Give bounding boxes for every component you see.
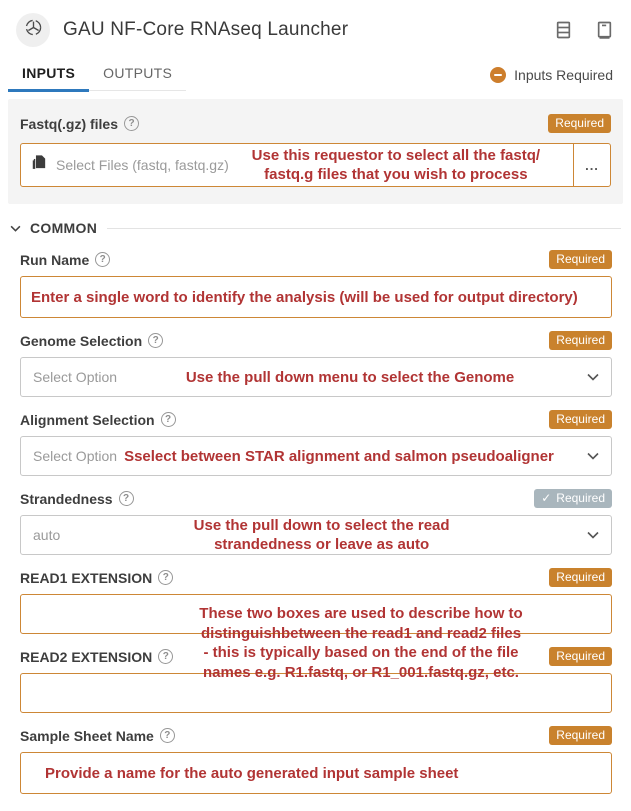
- genome-required-badge: Required: [549, 331, 612, 350]
- alignment-select[interactable]: [20, 436, 612, 476]
- alignment-chevron-down-icon: [587, 447, 599, 465]
- reads-extension-block: [20, 568, 612, 713]
- run-name-help-icon[interactable]: ?: [95, 252, 110, 267]
- page-title: GAU NF-Core RNAseq Launcher: [63, 19, 349, 40]
- fastq-panel: [8, 99, 623, 204]
- read2-required-badge: Required: [549, 647, 612, 666]
- field-genome: [20, 331, 612, 397]
- check-icon: ✓: [541, 491, 552, 505]
- alignment-label: Alignment Selection: [20, 411, 155, 428]
- alignment-placeholder: Select Option: [33, 448, 118, 464]
- fastq-help-icon[interactable]: ?: [124, 116, 139, 131]
- read2-input[interactable]: [20, 673, 612, 713]
- read1-required-badge: Required: [549, 568, 612, 587]
- minus-circle-icon: [490, 67, 506, 83]
- inputs-required-label: Inputs Required: [514, 67, 613, 83]
- alignment-help-icon[interactable]: ?: [161, 412, 176, 427]
- read1-help-icon[interactable]: ?: [158, 570, 173, 585]
- fastq-file-select[interactable]: [20, 143, 574, 187]
- field-strandedness: [20, 489, 612, 555]
- strandedness-value: auto: [33, 527, 61, 543]
- tabs-row: [0, 55, 631, 91]
- read2-help-icon[interactable]: ?: [158, 649, 173, 664]
- genome-annotation: Use the pull down menu to select the Genome: [185, 368, 515, 386]
- strandedness-annotation: Use the pull down to select the read strandedness or leave as auto: [193, 517, 450, 553]
- alignment-required-badge: Required: [549, 410, 612, 429]
- strandedness-help-icon[interactable]: ?: [119, 491, 134, 506]
- section-common-label: COMMON: [30, 220, 98, 236]
- section-common-toggle[interactable]: [10, 219, 621, 237]
- field-alignment: [20, 410, 612, 476]
- field-run-name: [20, 250, 612, 318]
- section-divider: [107, 228, 621, 229]
- genome-help-icon[interactable]: ?: [148, 333, 163, 348]
- sample-sheet-input[interactable]: [20, 752, 612, 794]
- genome-label: Genome Selection: [20, 332, 143, 349]
- app-logo-icon: [24, 18, 43, 42]
- field-read2-extension: [20, 647, 612, 713]
- strandedness-select[interactable]: [20, 515, 612, 555]
- run-name-annotation: Enter a single word to identify the analysis (will be used for output directory): [31, 288, 578, 306]
- run-name-required-badge: Required: [549, 250, 612, 269]
- read1-label: READ1 EXTENSION: [20, 569, 153, 586]
- sample-sheet-label: Sample Sheet Name: [20, 727, 154, 744]
- tab-inputs[interactable]: INPUTS: [8, 55, 89, 92]
- field-read1-extension: [20, 568, 612, 634]
- fastq-annotation: Use this requestor to select all the fastq/ fastq.g files that you wish to process: [251, 147, 541, 183]
- strandedness-label: Strandedness: [20, 490, 113, 507]
- sample-sheet-required-badge: Required: [549, 726, 612, 745]
- genome-chevron-down-icon: [587, 368, 599, 386]
- run-name-label: Run Name: [20, 251, 90, 268]
- read2-label: READ2 EXTENSION: [20, 648, 153, 665]
- fastq-label: Fastq(.gz) files: [20, 115, 119, 132]
- genome-placeholder: Select Option: [33, 369, 118, 385]
- chevron-down-icon: [10, 219, 21, 237]
- strandedness-chevron-down-icon: [587, 526, 599, 544]
- read1-input[interactable]: [20, 594, 612, 634]
- fastq-more-button[interactable]: ...: [573, 143, 611, 187]
- fastq-placeholder: Select Files (fastq, fastq.gz): [56, 157, 229, 173]
- app-header: [0, 0, 631, 51]
- tab-outputs[interactable]: OUTPUTS: [103, 65, 173, 81]
- alignment-annotation: Sselect between STAR alignment and salmon pseudoaligner: [124, 447, 554, 465]
- fastq-required-badge: Required: [548, 114, 611, 133]
- log-list-icon[interactable]: [555, 20, 572, 40]
- files-icon: [31, 154, 48, 176]
- tab-list: [8, 55, 186, 91]
- sample-sheet-annotation: Provide a name for the auto generated input sample sheet: [45, 764, 459, 782]
- notebook-icon[interactable]: [596, 20, 613, 40]
- reads-annotation: These two boxes are used to describe how to distinguishbetween the read1 and read2 files - this is typically based on the end of the file names e.g. R1.fastq, or R1_001.fastq.gz, etc.: [199, 605, 523, 681]
- app-avatar: [16, 13, 50, 47]
- field-sample-sheet: [20, 726, 612, 794]
- run-name-input[interactable]: [20, 276, 612, 318]
- sample-sheet-help-icon[interactable]: ?: [160, 728, 175, 743]
- inputs-required-status: [490, 67, 613, 91]
- strandedness-required-badge: ✓ Required: [534, 489, 612, 508]
- genome-select[interactable]: [20, 357, 612, 397]
